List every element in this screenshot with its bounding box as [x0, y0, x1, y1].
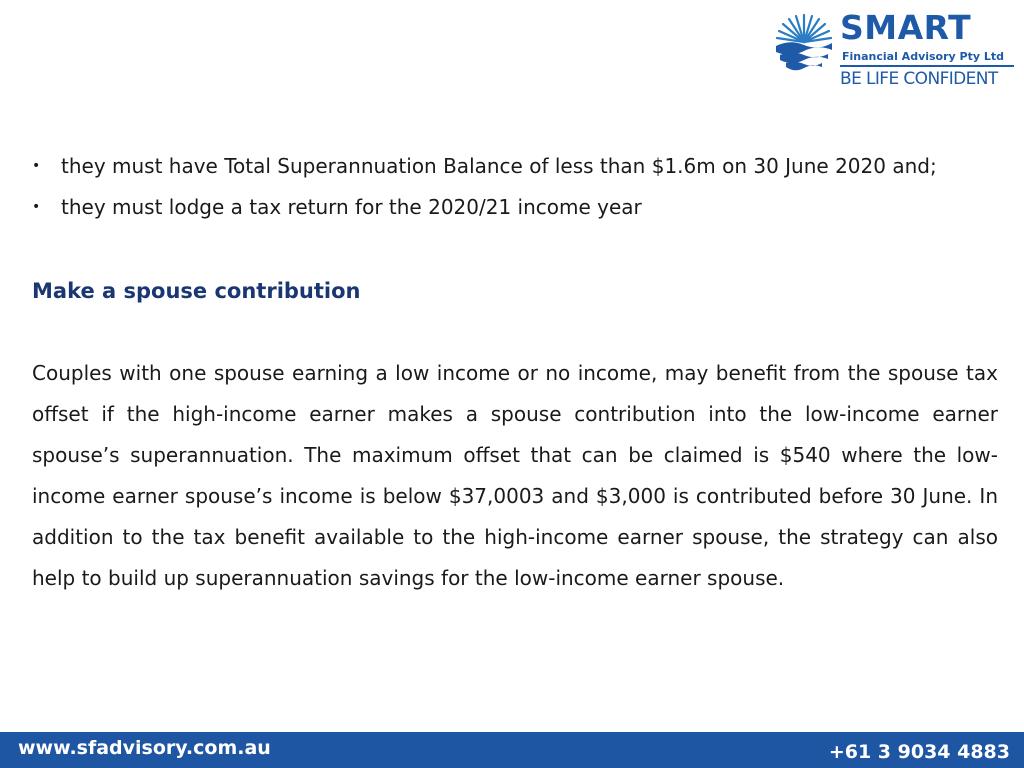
- logo-tagline: BE LIFE CONFIDENT: [840, 69, 998, 89]
- phone-number-link[interactable]: +61 3 9034 4883: [828, 741, 1010, 763]
- website-link[interactable]: www.sfadvisory.com.au: [18, 737, 271, 759]
- footer-bar: [0, 732, 1024, 768]
- company-logo: [772, 8, 1016, 92]
- logo-divider: [840, 65, 1014, 67]
- section-heading: Make a spouse contribution: [32, 279, 361, 303]
- main-content: [32, 146, 998, 599]
- body-paragraph: Couples with one spouse earning a low income or no income, may benefit from the spouse tax offset if the high-income earner makes a spouse contribution into the low-income earner spouse’s superannuation. The maximum offset that can be claimed is $540 where the low-income earner spouse’s income is below $37,0003 and $3,000 is contributed before 30 June. In addition to the tax benefit available to the high-income earner spouse, the strategy can also help to build up superannuation savings for the low-income earner spouse.: [32, 361, 998, 590]
- list-item-text: they must lodge a tax return for the 2020/21 income year: [61, 195, 642, 219]
- bullet-icon: •: [32, 199, 41, 215]
- logo-subtitle: Financial Advisory Pty Ltd: [842, 50, 1005, 63]
- bullet-list: [32, 146, 998, 228]
- list-item-text: they must have Total Superannuation Balance of less than $1.6m on 30 June 2020 and;: [61, 154, 937, 178]
- bullet-icon: •: [32, 158, 41, 174]
- list-item: [32, 187, 998, 228]
- list-item: [32, 146, 998, 187]
- sunrise-waves-logo-icon: [774, 12, 834, 74]
- logo-name: SMART: [840, 8, 972, 47]
